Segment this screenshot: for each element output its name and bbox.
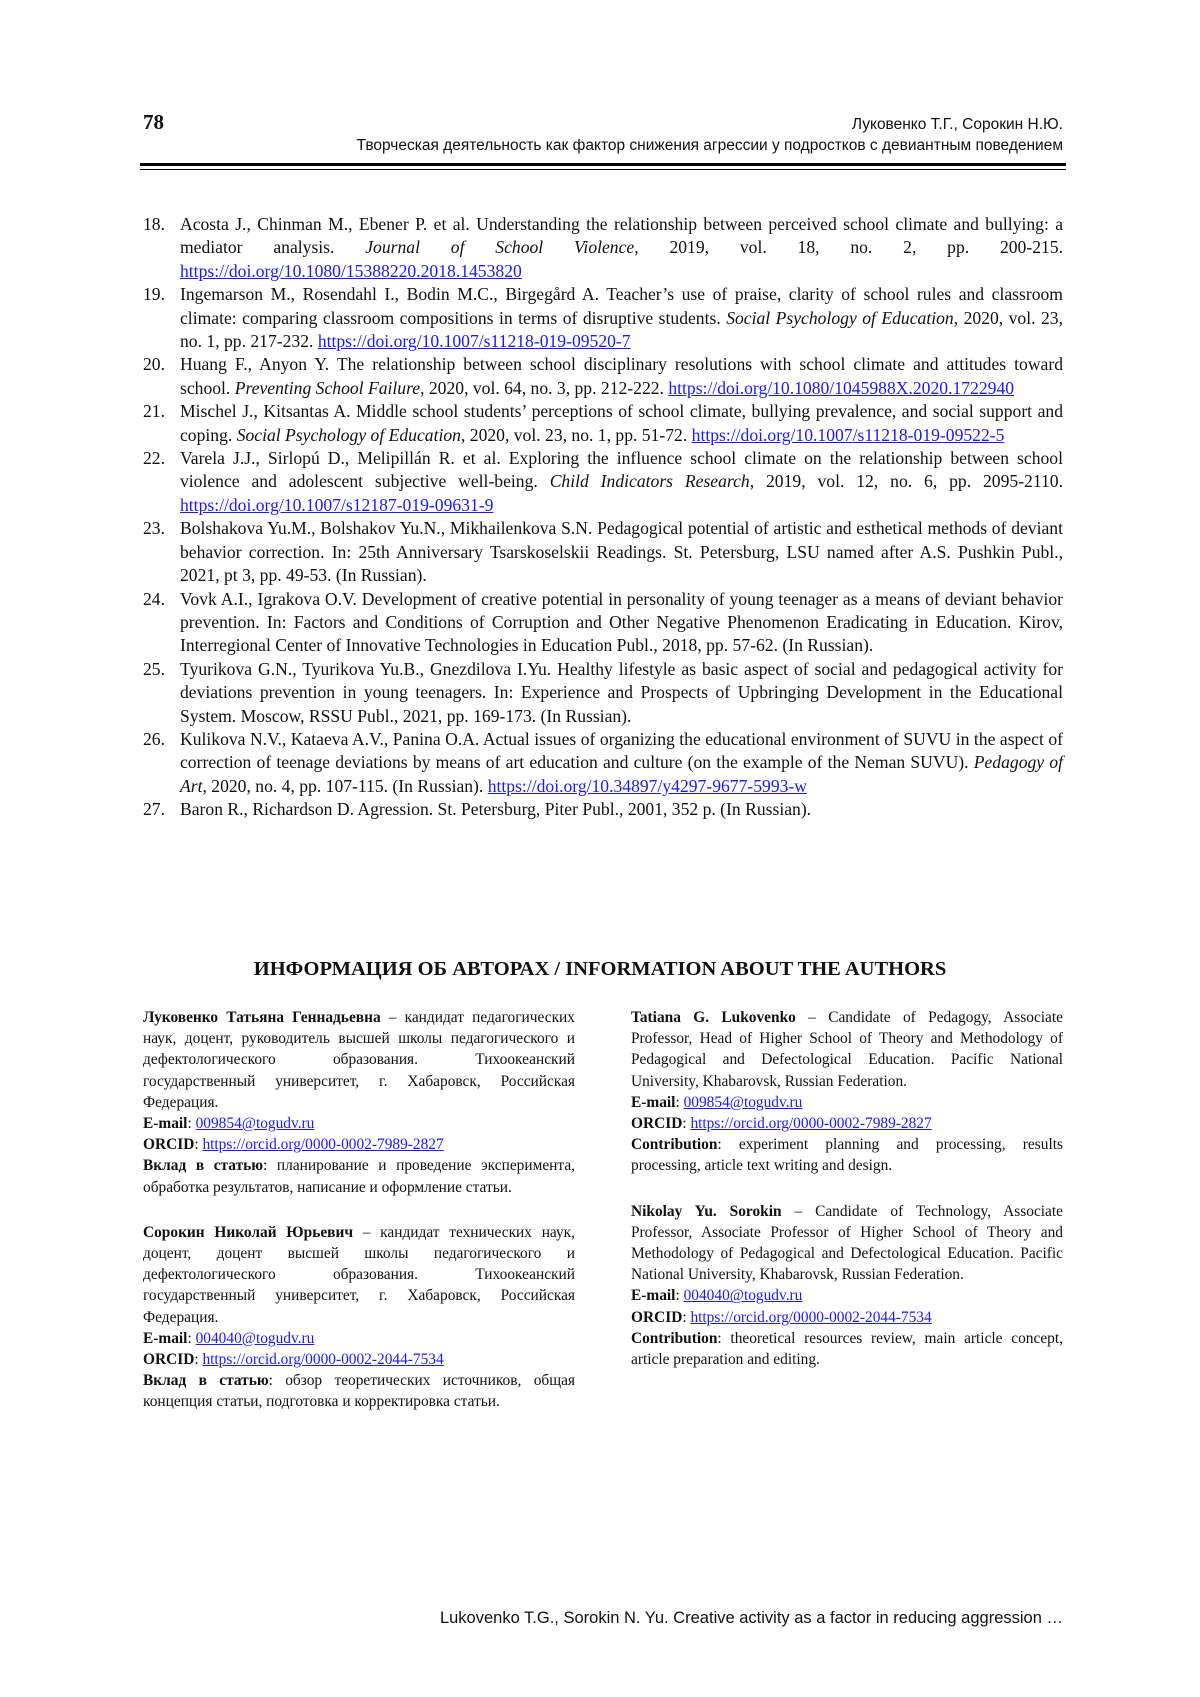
reference-segment: Acosta J., Chinman M., Ebener P. et al. Understanding the relationship between perceived school climate and bullying: a mediator analysis. bbox=[180, 214, 1063, 258]
contribution-text: : theoretical resources review, main article concept, article preparation and editing. bbox=[631, 1329, 1063, 1369]
reference-segment: Tyurikova G.N., Tyurikova Yu.B., Gnezdilova I.Yu. Healthy lifestyle as basic aspect of social and pedagogical activity for deviations prevention in young teenagers. In: Experience and Prospects of Upbringing Development in the Educational System. Moscow, RSSU Publ., 2021, pp. 169-173. (In Russian). bbox=[180, 658, 1063, 726]
author-orcid: ORCID: https://orcid.org/0000-0002-7989-2827 bbox=[143, 1136, 444, 1154]
header-rule-thin bbox=[140, 169, 1066, 170]
reference-segment: , 2020, vol. 64, no. 3, pp. 212-222. bbox=[420, 377, 669, 398]
contribution-label: Вклад в статью bbox=[143, 1372, 269, 1390]
email-label: E-mail bbox=[631, 1287, 676, 1305]
reference-segment: Varela J.J., Sirlopú D., Melipillán R. et al. Exploring the influence school climate on the relationship between school violence and adolescent subjective well-being. bbox=[180, 448, 1063, 492]
orcid-label: ORCID bbox=[143, 1351, 195, 1369]
orcid-link[interactable]: https://orcid.org/0000-0002-7989-2827 bbox=[690, 1115, 932, 1133]
running-header bbox=[357, 114, 1063, 156]
reference-text bbox=[180, 588, 1063, 658]
orcid-label: ORCID bbox=[631, 1115, 683, 1133]
header-rule-thick bbox=[140, 163, 1066, 166]
reference-number: 27. bbox=[143, 799, 165, 820]
author-bio bbox=[631, 1201, 1063, 1286]
author-contribution bbox=[631, 1134, 1063, 1176]
reference-segment: Mischel J., Kitsantas A. Middle school students’ perceptions of school climate, bullying prevalence, and social support and coping. bbox=[180, 401, 1063, 445]
journal-title: Pedagogy of Art bbox=[180, 752, 1063, 796]
reference-list bbox=[143, 213, 1063, 822]
reference-segment: , 2019, vol. 18, no. 2, pp. 200-215. bbox=[634, 237, 1063, 258]
reference-text bbox=[180, 283, 1063, 353]
reference-text bbox=[180, 728, 1063, 798]
author-description: – Candidate of Pedagogy, Associate Professor, Head of Higher School of Theory and Methodology of Pedagogical and Defectological Education. Pacific National University, Khabarovsk, Russian Federation. bbox=[631, 1009, 1063, 1090]
reference-text bbox=[180, 517, 1063, 587]
author-name: Nikolay Yu. Sorokin bbox=[631, 1202, 782, 1220]
author-contribution bbox=[143, 1155, 575, 1197]
author-bio bbox=[143, 1222, 575, 1328]
email-label: E-mail bbox=[143, 1329, 188, 1347]
author-email: E-mail: 004040@togudv.ru bbox=[143, 1329, 315, 1347]
reference-item bbox=[143, 728, 1063, 798]
author-description: – Candidate of Technology, Associate Professor, Associate Professor of Higher School of Theory and Methodology of Pedagogical and Defectological Education. Pacific National University, Khabarovsk, Russian Federation. bbox=[631, 1202, 1063, 1284]
orcid-label: ORCID bbox=[631, 1308, 683, 1326]
author-description: – кандидат педагогических наук, доцент, руководитель высшей школы педагогического и дефектологического образования. Тихоокеанский государственный университет, г. Хабаровск, Российская Федерация. bbox=[143, 1009, 575, 1111]
author-email: E-mail: 009854@togudv.ru bbox=[631, 1093, 803, 1111]
page-number: 78 bbox=[143, 110, 164, 134]
reference-number: 18. bbox=[143, 214, 165, 234]
reference-number: 25. bbox=[143, 658, 165, 679]
author-orcid: ORCID: https://orcid.org/0000-0002-2044-7534 bbox=[143, 1351, 444, 1369]
reference-text bbox=[180, 658, 1063, 728]
reference-segment: , 2020, vol. 23, no. 1, pp. 51-72. bbox=[460, 424, 692, 445]
header-title: Творческая деятельность как фактор снижения агрессии у подростков с девиантным поведением bbox=[356, 137, 1063, 154]
orcid-link[interactable]: https://orcid.org/0000-0002-2044-7534 bbox=[202, 1351, 444, 1369]
author-description: – кандидат технических наук, доцент, доцент высшей школы педагогического и дефектологического образования. Тихоокеанский государственный университет, г. Хабаровск, Российская Федерация. bbox=[143, 1223, 575, 1326]
journal-title: Preventing School Failure bbox=[234, 377, 421, 398]
orcid-link[interactable]: https://orcid.org/0000-0002-2044-7534 bbox=[690, 1308, 932, 1326]
email-link[interactable]: 009854@togudv.ru bbox=[683, 1093, 803, 1111]
author-bio bbox=[631, 1007, 1063, 1092]
author-bio bbox=[143, 1007, 575, 1113]
contribution-text: : планирование и проведение эксперимента, обработка результатов, написание и оформление статьи. bbox=[143, 1157, 575, 1196]
doi-link[interactable]: https://doi.org/10.1007/s12187-019-09631-9 bbox=[180, 494, 494, 515]
reference-item bbox=[143, 588, 1063, 658]
author-contribution bbox=[631, 1328, 1063, 1370]
journal-title: Social Psychology of Education bbox=[236, 424, 461, 445]
author-contribution bbox=[143, 1370, 575, 1412]
reference-segment: Ingemarson M., Rosendahl I., Bodin M.C., Birgegård A. Teacher’s use of praise, clarity of school rules and classroom climate: comparing classroom compositions in terms of disruptive students. bbox=[180, 284, 1063, 328]
reference-segment: Vovk A.I., Igrakova O.V. Development of creative potential in personality of young teenager as a means of deviant behavior prevention. In: Factors and Conditions of Corruption and Other Negative Phenomenon Eradicating in Education. Kirov, Interregional Center of Innovative Technologies in Education Publ., 2018, pp. 57-62. (In Russian). bbox=[180, 588, 1063, 656]
reference-segment: Bolshakova Yu.M., Bolshakov Yu.N., Mikhailenkova S.N. Pedagogical potential of artistic and esthetical methods of deviant behavior correction. In: 25th Anniversary Tsarskoselskii Readings. St. Petersburg, LSU named after A.S. Pushkin Publ., 2021, pt 3, pp. 49-53. (In Russian). bbox=[180, 518, 1063, 586]
email-link[interactable]: 009854@togudv.ru bbox=[195, 1115, 315, 1133]
reference-segment: , 2020, no. 4, pp. 107-115. (In Russian). bbox=[202, 775, 488, 796]
author-email: E-mail: 004040@togudv.ru bbox=[631, 1287, 803, 1305]
reference-item bbox=[143, 213, 1063, 283]
contribution-label: Contribution bbox=[631, 1136, 718, 1154]
journal-title: Journal of School Violence bbox=[365, 237, 635, 258]
author-orcid: ORCID: https://orcid.org/0000-0002-2044-7534 bbox=[631, 1308, 932, 1326]
reference-number: 24. bbox=[143, 588, 165, 609]
contribution-label: Вклад в статью bbox=[143, 1157, 264, 1175]
reference-item bbox=[143, 798, 1063, 821]
author-spacer bbox=[143, 1198, 575, 1222]
orcid-label: ORCID bbox=[143, 1136, 195, 1154]
reference-number: 26. bbox=[143, 728, 165, 749]
reference-item bbox=[143, 517, 1063, 587]
authors-column-en bbox=[631, 1007, 1063, 1370]
reference-segment: Baron R., Richardson D. Agression. St. Petersburg, Piter Publ., 2001, 352 p. (In Russian). bbox=[180, 799, 812, 820]
contribution-label: Contribution bbox=[631, 1329, 718, 1347]
reference-number: 22. bbox=[143, 448, 165, 469]
reference-item bbox=[143, 658, 1063, 728]
email-label: E-mail bbox=[631, 1093, 676, 1111]
reference-item bbox=[143, 353, 1063, 400]
reference-text bbox=[180, 447, 1063, 517]
contribution-text: : experiment planning and processing, results processing, article text writing and design. bbox=[631, 1136, 1063, 1175]
reference-number: 21. bbox=[143, 401, 165, 422]
author-orcid: ORCID: https://orcid.org/0000-0002-7989-2827 bbox=[631, 1115, 932, 1133]
doi-link[interactable]: https://doi.org/10.1007/s11218-019-09522-5 bbox=[691, 424, 1005, 445]
reference-number: 23. bbox=[143, 518, 165, 539]
reference-number: 19. bbox=[143, 284, 165, 305]
reference-text bbox=[180, 798, 1063, 821]
reference-item bbox=[143, 283, 1063, 353]
journal-title: Child Indicators Research bbox=[549, 471, 750, 492]
email-link[interactable]: 004040@togudv.ru bbox=[195, 1329, 315, 1347]
reference-item bbox=[143, 447, 1063, 517]
doi-link[interactable]: https://doi.org/10.1080/15388220.2018.1453820 bbox=[180, 260, 522, 281]
running-footer: Lukovenko T.G., Sorokin N. Yu. Creative activity as a factor in reducing aggression … bbox=[439, 1609, 1063, 1627]
reference-text bbox=[180, 213, 1063, 283]
journal-title: Social Psychology of Education bbox=[726, 307, 954, 328]
email-label: E-mail bbox=[143, 1115, 188, 1133]
reference-item bbox=[143, 400, 1063, 447]
reference-segment: Huang F., Anyon Y. The relationship between school disciplinary resolutions with school climate and attitudes toward school. bbox=[180, 354, 1063, 398]
doi-link[interactable]: https://doi.org/10.34897/y4297-9677-5993-w bbox=[487, 775, 808, 796]
reference-text bbox=[180, 353, 1063, 400]
header-authors: Луковенко Т.Г., Сорокин Н.Ю. bbox=[851, 116, 1063, 133]
authors-heading: ИНФОРМАЦИЯ ОБ АВТОРАХ / INFORMATION ABOUT THE AUTHORS bbox=[253, 958, 947, 980]
author-spacer bbox=[631, 1177, 1063, 1201]
orcid-link[interactable]: https://orcid.org/0000-0002-7989-2827 bbox=[202, 1136, 444, 1154]
reference-segment: , 2020, vol. 23, no. 1, pp. 217-232. bbox=[180, 307, 1063, 352]
author-name: Сорокин Николай Юрьевич bbox=[143, 1223, 354, 1241]
email-link[interactable]: 004040@togudv.ru bbox=[683, 1287, 803, 1305]
doi-link[interactable]: https://doi.org/10.1007/s11218-019-09520-7 bbox=[317, 331, 631, 352]
author-name: Луковенко Татьяна Геннадьевна bbox=[143, 1009, 381, 1026]
contribution-text: : обзор теоретических источников, общая концепция статьи, подготовка и корректировка статьи. bbox=[143, 1372, 575, 1411]
reference-text bbox=[180, 400, 1063, 447]
doi-link[interactable]: https://doi.org/10.1080/1045988X.2020.1722940 bbox=[668, 377, 1015, 398]
authors-column-ru bbox=[143, 1007, 575, 1413]
author-name: Tatiana G. Lukovenko bbox=[631, 1009, 796, 1026]
author-email: E-mail: 009854@togudv.ru bbox=[143, 1115, 315, 1133]
reference-segment: Kulikova N.V., Kataeva A.V., Panina O.A. Actual issues of organizing the educational environment of SUVU in the aspect of correction of teenage deviations by means of art education and culture (on the example of the Neman SUVU). bbox=[180, 728, 1063, 773]
reference-number: 20. bbox=[143, 354, 165, 375]
reference-segment: , 2019, vol. 12, no. 6, pp. 2095-2110. bbox=[749, 471, 1063, 492]
